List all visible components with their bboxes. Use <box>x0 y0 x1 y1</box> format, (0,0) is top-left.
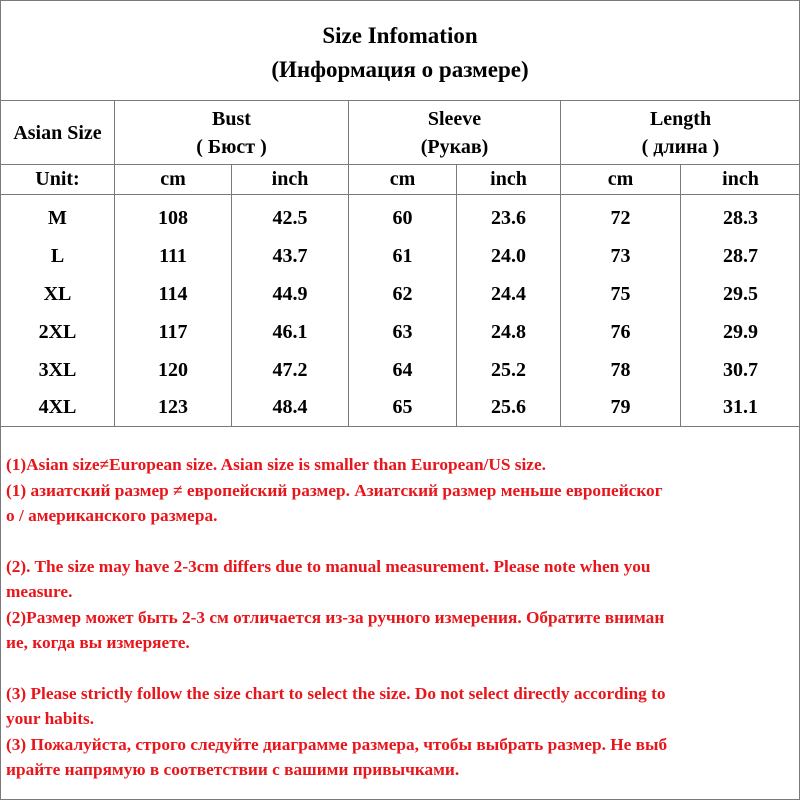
table-row <box>1 313 800 351</box>
measurement-cell: 23.6 <box>457 195 561 238</box>
measurement-cell: 108 <box>115 195 232 238</box>
page-title-russian: (Информация о размере) <box>271 57 529 82</box>
measurement-cell: 111 <box>115 237 232 275</box>
note-2-russian-b: ие, когда вы измеряете. <box>6 633 190 652</box>
measurement-cell: 72 <box>561 195 681 238</box>
note-1-english: (1)Asian size≠European size. Asian size is smaller than European/US size. <box>6 455 546 474</box>
measurement-cell: 47.2 <box>232 351 349 389</box>
unit-cell: inch <box>457 165 561 195</box>
note-1-russian-a: (1) азиатский размер ≠ европейский размер. Азиатский размер меньше европейског <box>6 480 663 500</box>
unit-row <box>1 165 800 195</box>
table-row <box>1 275 800 313</box>
table-row <box>1 195 800 238</box>
header-bust <box>115 101 349 165</box>
note-1-russian-b: о / американского размера. <box>6 506 218 525</box>
measurement-cell: 31.1 <box>681 389 800 427</box>
measurement-cell: 62 <box>349 275 457 313</box>
table-row <box>1 237 800 275</box>
measurement-cell: 29.5 <box>681 275 800 313</box>
size-label-cell: L <box>1 237 115 275</box>
table-row <box>1 389 800 427</box>
header-sleeve <box>349 101 561 165</box>
header-length-en: Length <box>649 107 712 130</box>
title-box <box>0 0 800 101</box>
measurement-cell: 48.4 <box>232 389 349 427</box>
note-3-english-a: (3) Please strictly follow the size chart to select the size. Do not select directly according to <box>6 683 666 703</box>
measurement-cell: 25.2 <box>457 351 561 389</box>
header-length <box>561 101 800 165</box>
measurement-cell: 114 <box>115 275 232 313</box>
measurement-cell: 46.1 <box>232 313 349 351</box>
size-table <box>0 100 800 427</box>
unit-cell: inch <box>681 165 800 195</box>
unit-cell: cm <box>349 165 457 195</box>
note-2-russian-a: (2)Размер может быть 2-3 см отличается из-за ручного измерения. Обратите вниман <box>6 607 665 627</box>
measurement-cell: 64 <box>349 351 457 389</box>
unit-cell: Unit: <box>1 165 115 195</box>
measurement-cell: 65 <box>349 389 457 427</box>
measurement-cell: 30.7 <box>681 351 800 389</box>
measurement-cell: 120 <box>115 351 232 389</box>
measurement-cell: 61 <box>349 237 457 275</box>
measurement-cell: 42.5 <box>232 195 349 238</box>
size-label-cell: 3XL <box>1 351 115 389</box>
measurement-cell: 28.7 <box>681 237 800 275</box>
measurement-cell: 75 <box>561 275 681 313</box>
header-bust-en: Bust <box>212 107 251 130</box>
table-row <box>1 351 800 389</box>
table-header-row <box>1 101 800 165</box>
measurement-cell: 60 <box>349 195 457 238</box>
measurement-cell: 29.9 <box>681 313 800 351</box>
header-sleeve-ru: (Рукав) <box>420 135 489 158</box>
measurement-cell: 28.3 <box>681 195 800 238</box>
note-3-russian-a: (3) Пожалуйста, строго следуйте диаграмме размера, чтобы выбрать размер. Не выб <box>6 734 668 754</box>
size-rows <box>1 195 800 427</box>
header-asian-size: Asian Size <box>1 101 115 165</box>
size-label-cell: 2XL <box>1 313 115 351</box>
measurement-cell: 43.7 <box>232 237 349 275</box>
measurement-cell: 79 <box>561 389 681 427</box>
size-label-cell: XL <box>1 275 115 313</box>
measurement-cell: 123 <box>115 389 232 427</box>
measurement-cell: 76 <box>561 313 681 351</box>
header-bust-ru: ( Бюст ) <box>196 135 267 158</box>
measurement-cell: 63 <box>349 313 457 351</box>
unit-cell: inch <box>232 165 349 195</box>
unit-cell: cm <box>115 165 232 195</box>
header-length-ru: ( длина ) <box>641 135 720 158</box>
measurement-cell: 24.8 <box>457 313 561 351</box>
measurement-cell: 78 <box>561 351 681 389</box>
notes-section <box>6 452 796 783</box>
measurement-cell: 73 <box>561 237 681 275</box>
measurement-cell: 24.0 <box>457 237 561 275</box>
note-3-english-b: your habits. <box>6 709 95 728</box>
note-3-russian-b: ирайте напрямую в соответствии с вашими привычками. <box>6 760 460 779</box>
page-title: Size Infomation <box>322 23 478 48</box>
unit-cell: cm <box>561 165 681 195</box>
size-label-cell: 4XL <box>1 389 115 427</box>
measurement-cell: 117 <box>115 313 232 351</box>
measurement-cell: 44.9 <box>232 275 349 313</box>
header-sleeve-en: Sleeve <box>427 107 482 130</box>
measurement-cell: 24.4 <box>457 275 561 313</box>
note-2-english-b: measure. <box>6 582 73 601</box>
note-2-english-a: (2). The size may have 2-3cm differs due to manual measurement. Please note when you <box>6 556 651 576</box>
size-label-cell: M <box>1 195 115 238</box>
measurement-cell: 25.6 <box>457 389 561 427</box>
